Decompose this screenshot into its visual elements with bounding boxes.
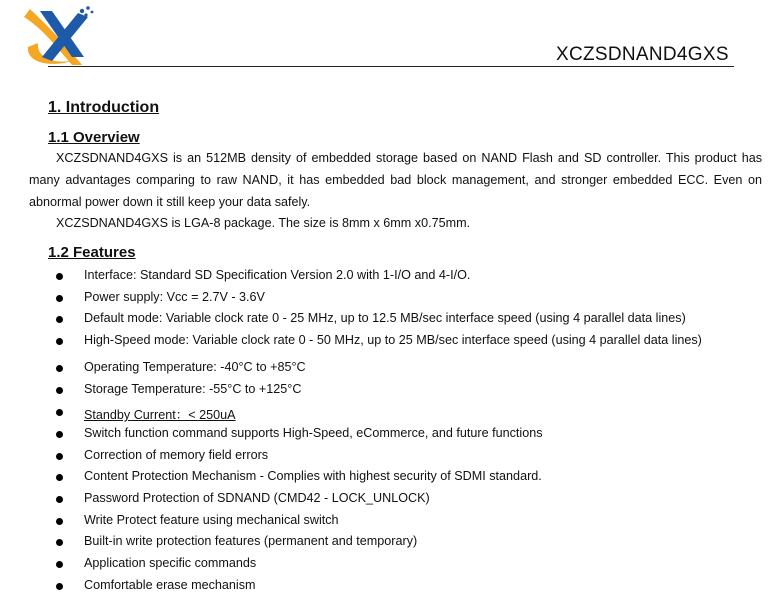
package-line: XCZSDNAND4GXS is LGA-8 package. The size is 8mm x 6mm x0.75mm. xyxy=(56,216,471,230)
bullet-icon xyxy=(56,561,63,568)
bullet-icon xyxy=(56,409,63,416)
overview-paragraph xyxy=(29,147,762,213)
xcz-logo-icon xyxy=(22,3,102,69)
bullet-icon xyxy=(56,338,63,345)
bullet-icon xyxy=(56,365,63,372)
bullet-icon xyxy=(56,518,63,525)
bullet-icon xyxy=(56,453,63,460)
bullet-icon xyxy=(56,295,63,302)
bullet-icon xyxy=(56,583,63,590)
section-title-introduction: 1. Introduction xyxy=(48,99,160,116)
bullet-icon xyxy=(56,539,63,546)
header-rule xyxy=(48,66,734,67)
bullet-icon xyxy=(56,431,63,438)
overview-text: XCZSDNAND4GXS is an 512MB density of embedded storage based on NAND Flash and SD controller. This product has many advantages comparing to raw NAND, it has embedded bad block management, and stronger embedded ECC. Even on abnormal power down it still keep your data safely. xyxy=(29,151,762,209)
section-title-features: 1.2 Features xyxy=(48,244,136,261)
document-id: XCZSDNAND4GXS xyxy=(556,44,729,65)
bullet-icon xyxy=(56,387,63,394)
section-title-overview: 1.1 Overview xyxy=(48,129,140,146)
bullet-icon xyxy=(56,474,63,481)
bullet-icon xyxy=(56,316,63,323)
bullet-icon xyxy=(56,273,63,280)
bullet-icon xyxy=(56,496,63,503)
